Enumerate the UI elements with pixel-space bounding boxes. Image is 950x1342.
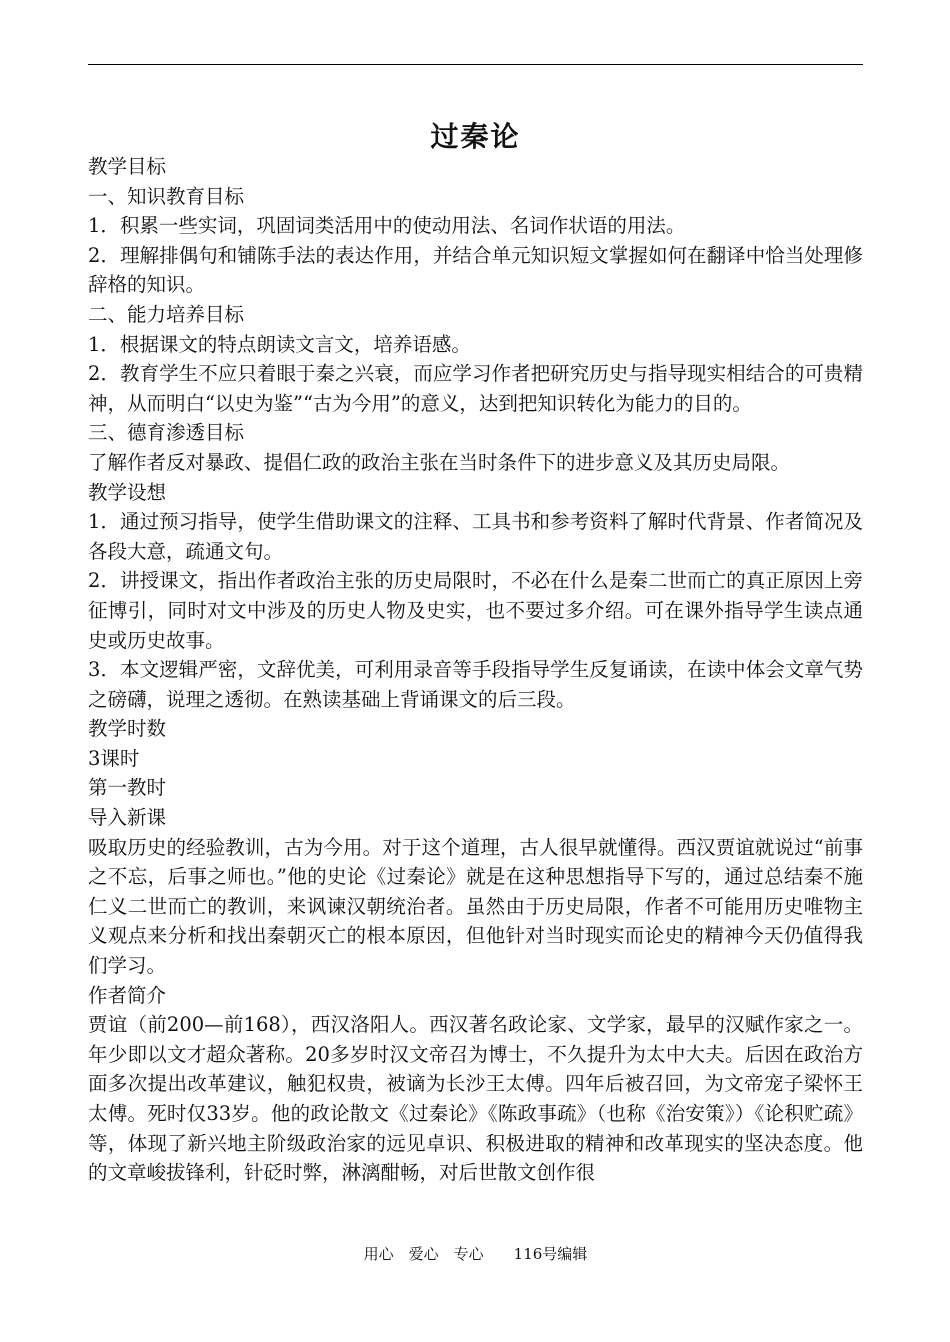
- paragraph: 2．讲授课文，指出作者政治主张的历史局限时，不必在什么是秦二世而亡的真正原因上旁征博引，同时对文中涉及的历史人物及史实，也不要过多介绍。可在课外指导学生读点通史或历史故事。: [88, 569, 863, 652]
- paragraph: 作者简介: [88, 983, 167, 1007]
- paragraph: 1．通过预习指导，使学生借助课文的注释、工具书和参考资料了解时代背景、作者简况及各段大意，疏通文句。: [88, 510, 863, 563]
- paragraph: 2．理解排偶句和铺陈手法的表达作用，并结合单元知识短文掌握如何在翻译中恰当处理修辞格的知识。: [88, 243, 863, 297]
- paragraph: 教学目标: [88, 155, 167, 178]
- paragraph: 3．本文逻辑严密，文辞优美，可利用录音等手段指导学生反复诵读，在读中体会文章气势之磅礴，说理之透彻。在熟读基础上背诵课文的后三段。: [88, 658, 863, 711]
- paragraph: 2．教育学生不应只着眼于秦之兴衰，而应学习作者把研究历史与指导现实相结合的可贵精神，从而明白“以史为鉴”“古为今用”的意义，达到把知识转化为能力的目的。: [88, 362, 863, 415]
- paragraph: 教学设想: [88, 480, 167, 504]
- paragraph: 第一教时: [88, 776, 167, 800]
- paragraph: 了解作者反对暴政、提倡仁政的政治主张在当时条件下的进步意义及其历史局限。: [88, 450, 791, 474]
- paragraph: 二、能力培养目标: [88, 302, 245, 326]
- paragraph: 三、德育渗透目标: [88, 421, 245, 445]
- paragraph: 1．根据课文的特点朗读文言文，培养语感。: [88, 332, 471, 356]
- paragraph: 教学时数: [88, 717, 167, 741]
- paragraph: 1．积累一些实词，巩固词类活用中的使动用法、名词作状语的用法。: [88, 214, 686, 238]
- page-footer: 用心 爱心 专心 116号编辑: [363, 1245, 588, 1263]
- paragraph: 贾谊（前200—前168），西汉洛阳人。西汉著名政论家、文学家，最早的汉赋作家之一。年少即以文才超众著称。20多岁时汉文帝召为博士，不久提升为太中大夫。后因在政治方面多次提出改革建议，触犯权贵，被谪为长沙王太傅。四年后被召回，为文帝宠子梁怀王太傅。死时仅33岁。他的政论散文《过秦论》《陈政事疏》（也称《治安策》）《论积贮疏》等，体现了新兴地主阶级政治家的远见卓识、积极进取的精神和改革现实的坚决态度。他的文章峻拔锋利，针砭时弊，淋漓酣畅，对后世散文创作很: [88, 1013, 863, 1185]
- document-body: [88, 152, 863, 1188]
- paragraph: 3课时: [88, 746, 140, 770]
- page-title: 过秦论: [430, 120, 521, 153]
- paragraph: 导入新课: [88, 806, 167, 830]
- paragraph: 吸取历史的经验教训，古为今用。对于这个道理，古人很早就懂得。西汉贾谊就说过“前事之不忘，后事之师也。”他的史论《过秦论》就是在这种思想指导下写的，通过总结秦不施仁义二世而亡的教训，来讽谏汉朝统治者。虽然由于历史局限，作者不可能用历史唯物主义观点来分析和找出秦朝灭亡的根本原因，但他针对当时现实而论史的精神今天仍值得我们学习。: [88, 835, 863, 978]
- header-rule: [88, 64, 863, 65]
- paragraph: 一、知识教育目标: [88, 184, 245, 208]
